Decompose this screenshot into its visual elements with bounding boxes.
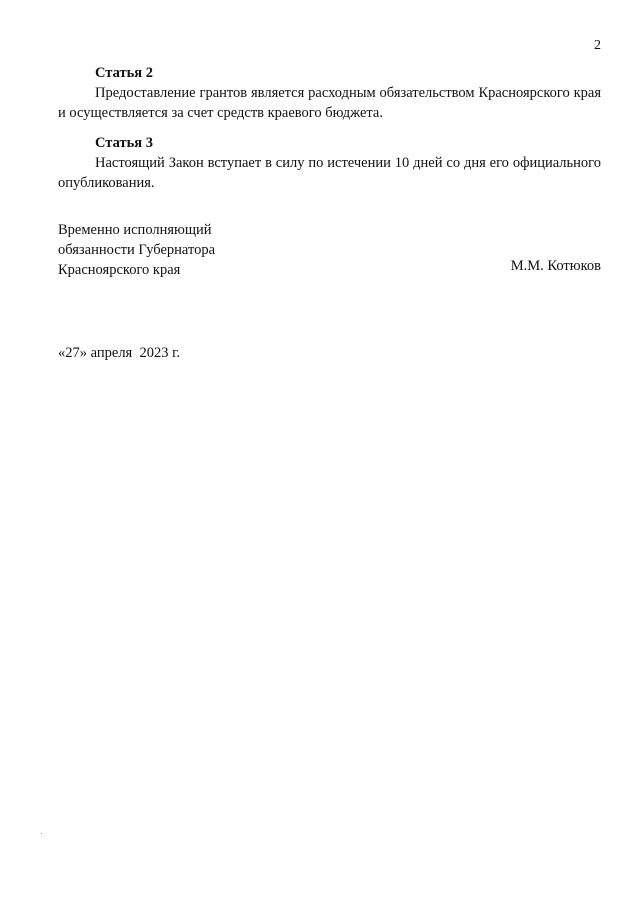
- signer-position-line: обязанности Губернатора: [58, 242, 216, 258]
- signer-position-line: Временно исполняющий: [58, 222, 212, 238]
- document-date: «27» апреля 2023 г.: [58, 345, 181, 361]
- page-number: 2: [594, 38, 601, 53]
- signature-block: [58, 220, 601, 280]
- article-text: Предоставление грантов является расходным обязательством Красноярского края и осуществляется за счет средств краевого бюджета.: [58, 85, 601, 121]
- signer-position-line: Красноярского края: [58, 262, 181, 278]
- article-2: [58, 63, 601, 123]
- article-3: [58, 133, 601, 193]
- signer-name: М.М. Котюков: [510, 258, 601, 274]
- article-heading: Статья 2: [95, 65, 153, 81]
- scan-artifact: [41, 833, 42, 834]
- article-heading: Статья 3: [95, 135, 153, 151]
- article-text: Настоящий Закон вступает в силу по истечении 10 дней со дня его официального опубликования.: [58, 155, 601, 191]
